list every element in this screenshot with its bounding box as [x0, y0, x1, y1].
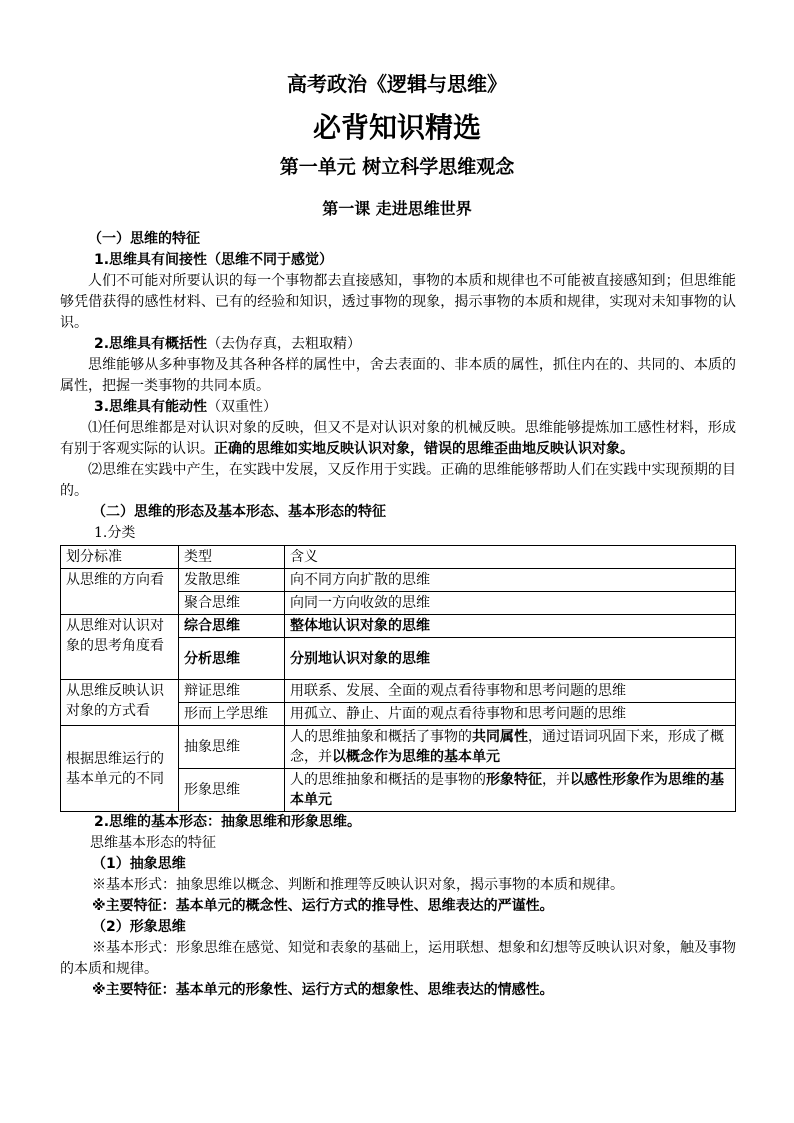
- image-features: ※主要特征：基本单元的形象性、运行方式的想象性、思维表达的情感性。: [92, 982, 554, 998]
- basic-forms-line: 2.思维的基本形态：抽象思维和形象思维。: [94, 814, 362, 830]
- classification-subheading: 1.分类: [94, 525, 136, 541]
- section2-heading: （二）思维的形态及基本形态、基本形态的特征: [92, 504, 386, 520]
- feature3-title-bold: 3.思维具有能动性: [94, 399, 208, 415]
- meaning-cell: 分别地认识对象的思维: [285, 638, 736, 680]
- table-row: [61, 569, 736, 592]
- section1-heading: （一）思维的特征: [88, 231, 200, 247]
- feature3-body1-plain: ⑴任何思维都是对认识对象的反映，但又不是对认识对象的机械反映。思维能够提炼加工感性材料，形成有别于客观实际的认识。: [60, 420, 736, 457]
- type-cell: 形象思维: [179, 769, 285, 812]
- table-row: [61, 680, 736, 703]
- unit-heading: 第一单元 树立科学思维观念: [279, 156, 515, 178]
- table-row: [61, 726, 736, 769]
- criterion-cell: 从思维对认识对象的思考角度看: [61, 615, 179, 680]
- abstract-features: ※主要特征：基本单元的概念性、运行方式的推导性、思维表达的严谨性。: [92, 898, 554, 914]
- feature3-body2: ⑵思维在实践中产生，在实践中发展，又反作用于实践。正确的思维能够帮助人们在实践中实现预期的目的。: [60, 462, 736, 499]
- meaning-cell: 整体地认识对象的思维: [285, 615, 736, 638]
- table-header-row: [61, 546, 736, 569]
- criterion-cell: 根据思维运行的基本单元的不同: [61, 726, 179, 812]
- meaning-text-bold: 以概念作为思维的基本单元: [332, 749, 500, 765]
- type-cell: 抽象思维: [179, 726, 285, 769]
- feature2-title: [60, 334, 736, 355]
- feature2-body: 思维能够从多种事物及其各种各样的属性中，舍去表面的、非本质的属性，抓住内在的、共同的、本质的属性，把握一类事物的共同本质。: [60, 357, 736, 394]
- type-cell: 辩证思维: [179, 680, 285, 703]
- meaning-text-bold: 形象特征: [486, 772, 542, 788]
- image-heading: （2）形象思维: [92, 919, 186, 935]
- meaning-cell: [285, 726, 736, 769]
- feature2-title-bold: 2.思维具有概括性: [94, 336, 208, 352]
- meaning-text: ，并: [542, 772, 570, 788]
- feature3-title: [60, 397, 736, 418]
- type-cell: 分析思维: [179, 638, 285, 680]
- meaning-cell: [285, 769, 736, 812]
- meaning-text: 人的思维抽象和概括了事物的: [290, 729, 472, 745]
- meaning-cell: 向不同方向扩散的思维: [285, 569, 736, 592]
- table-header: 划分标准: [61, 546, 179, 569]
- table-header: 类型: [179, 546, 285, 569]
- feature2-title-note: （去伪存真，去粗取精）: [207, 336, 362, 352]
- meaning-text-bold: 共同属性: [472, 729, 528, 745]
- feature1-body: 人们不可能对所要认识的每一个事物都去直接感知，事物的本质和规律也不可能被直接感知到；但思维能够凭借获得的感性材料、已有的经验和知识，透过事物的现象，揭示事物的本质和规律，实现对未知事物的认识。: [60, 273, 736, 331]
- feature1-title: 1.思维具有间接性（思维不同于感觉）: [94, 252, 334, 268]
- table-row: [61, 615, 736, 638]
- abstract-heading: （1）抽象思维: [92, 856, 186, 872]
- classification-table: [60, 545, 736, 812]
- document-subtitle: 必背知识精选: [312, 111, 481, 144]
- table-header: 含义: [285, 546, 736, 569]
- type-cell: 综合思维: [179, 615, 285, 638]
- feature3-title-note: （双重性）: [207, 399, 278, 415]
- features-title: 思维基本形态的特征: [90, 835, 216, 851]
- image-form: ※基本形式：形象思维在感觉、知觉和表象的基础上，运用联想、想象和幻想等反映认识对象，触及事物的本质和规律。: [60, 940, 736, 977]
- type-cell: 形而上学思维: [179, 703, 285, 726]
- meaning-cell: 用孤立、静止、片面的观点看待事物和思考问题的思维: [285, 703, 736, 726]
- meaning-cell: 向同一方向收敛的思维: [285, 592, 736, 615]
- meaning-text: ，通过语词巩固下来，形成了概念，并: [290, 729, 724, 765]
- type-cell: 发散思维: [179, 569, 285, 592]
- criterion-cell: 从思维的方向看: [61, 569, 179, 615]
- criterion-cell: 从思维反映认识对象的方式看: [61, 680, 179, 726]
- type-cell: 聚合思维: [179, 592, 285, 615]
- feature3-body1-bold: 正确的思维如实地反映认识对象，错误的思维歪曲地反映认识对象。: [214, 441, 634, 457]
- feature3-body1: [60, 418, 736, 460]
- meaning-text-bold: 以感性形象作为思维的基本单元: [290, 772, 724, 808]
- content-body: [60, 229, 736, 1001]
- meaning-cell: 用联系、发展、全面的观点看待事物和思考问题的思维: [285, 680, 736, 703]
- lesson-heading: 第一课 走进思维世界: [322, 199, 472, 218]
- meaning-text: 人的思维抽象和概括的是事物的: [290, 772, 486, 788]
- abstract-form: ※基本形式：抽象思维以概念、判断和推理等反映认识对象，揭示事物的本质和规律。: [92, 877, 624, 893]
- document-title: 高考政治《逻辑与思维》: [287, 72, 507, 96]
